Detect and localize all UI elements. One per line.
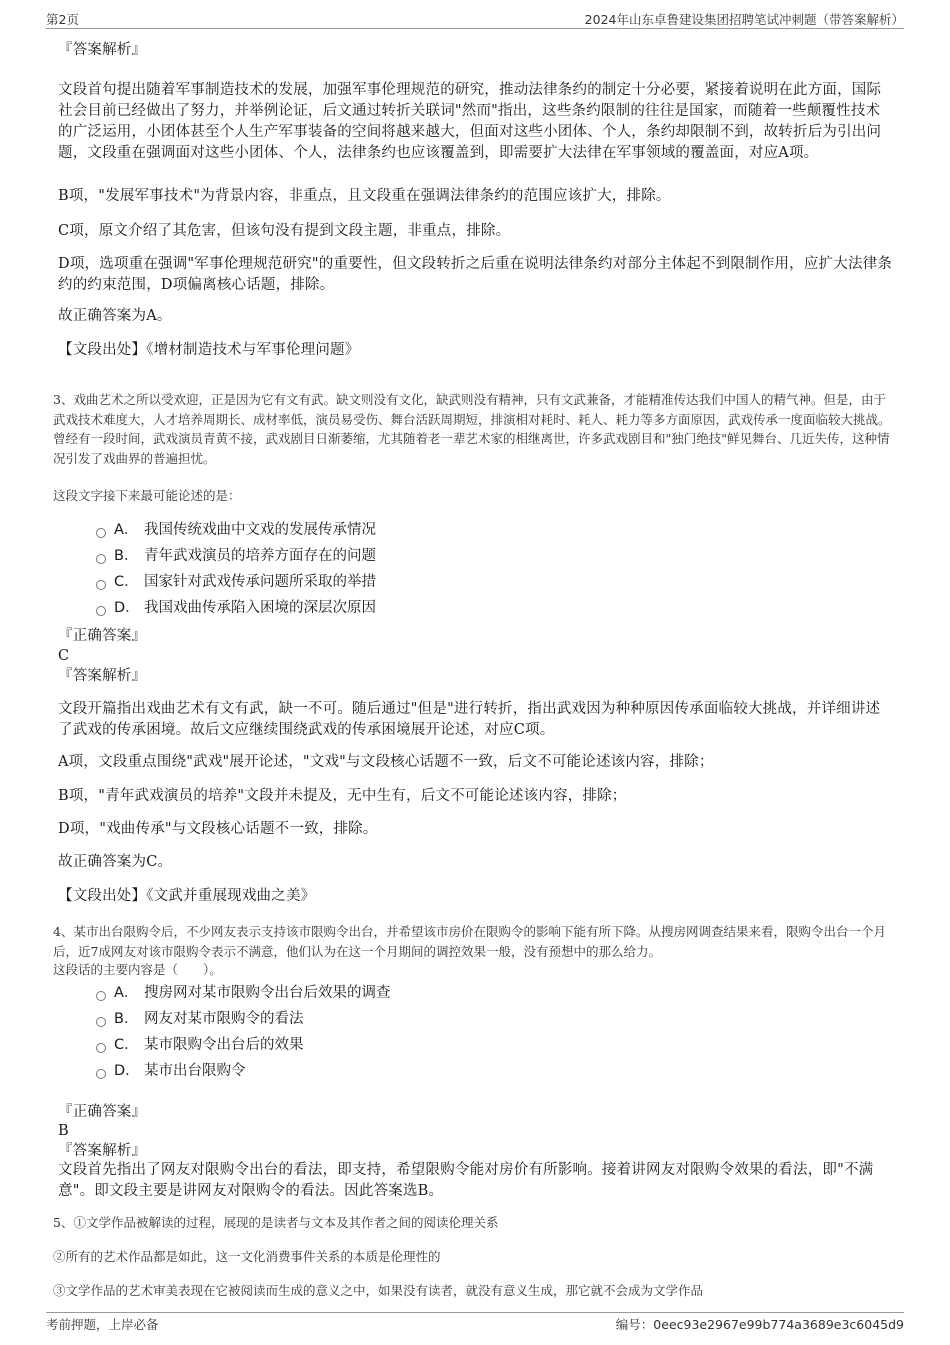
radio-button-icon[interactable] — [96, 580, 106, 590]
radio-button-icon[interactable] — [96, 1017, 106, 1027]
footer-slogan: 考前押题，上岸必备 — [46, 1317, 159, 1332]
q4-analysis-label: 『答案解析』 — [58, 1143, 147, 1159]
q3-stem: 3、戏曲艺术之所以受欢迎，正是因为它有文有武。缺文则没有文化，缺武则没有精神，只有文武兼备，才能精准传达我们中国人的精气神。但是，由于武戏技术难度大，人才培养周期长、成材率低，演员易受伤、舞台活跃周期短，排演相对耗时、耗人、耗力等多方面原因，武戏传承一度面临较大挑战。曾经有一段时间，武戏演员青黄不接，武戏剧目日渐萎缩，尤其随着老一辈艺术家的相继离世，许多武戏剧目和"独门绝技"鲜见舞台、几近失传，这种情况引发了戏曲界的普遍担忧。 — [53, 392, 891, 466]
q2-analysis-label: 『答案解析』 — [58, 42, 147, 58]
q2-analysis-text: 文段首句提出随着军事制造技术的发展，加强军事伦理规范的研究，推动法律条约的制定十分必要，紧接着说明在此方面，国际社会目前已经做出了努力，并举例论证，后文通过转折关联词"然而"指出，这些条约限制的往往是国家，而随着一些颠覆性技术的广泛运用，小团体甚至个人生产军事装备的空间将越来越大，但面对这些小团体、个人，条约却限制不到，故转折后为引出问题，文段重在强调面对这些小团体、个人，法律条约也应该覆盖到，即需要扩大法律在军事领域的覆盖面，对应A项。 — [58, 82, 882, 161]
q3-prompt: 这段文字接下来最可能论述的是： — [53, 488, 241, 503]
q4-analysis-text: 文段首先指出了网友对限购令出台的看法，即支持，希望限购令能对房价有所影响。接着讲网友对限购令效果的看法，即"不满意"。即文段主要是讲网友对限购令的看法。因此答案选B。 — [58, 1162, 874, 1199]
q4-stem: 4、某市出台限购令后，不少网友表示支持该市限购令出台，并希望该市房价在限购令的影响下能有所下降。从搜房网调查结果来看，限购令出台一个月后，近7成网友对该市限购令表示不满意，他们认为在这一个月期间的调控效果一般，没有预想中的那么给力。 — [53, 924, 886, 959]
q4-correct-answer: B — [58, 1123, 69, 1139]
q4-option-d[interactable]: D． 某市出台限购令 — [96, 1061, 246, 1081]
q3-option-a-analysis: A项，文段重点围绕"武戏"展开论述，"文戏"与文段核心话题不一致，后文不可能论述该内容，排除； — [58, 754, 714, 770]
q3-source: 【文段出处】《文武并重展现戏曲之美》 — [58, 888, 316, 904]
radio-button-icon[interactable] — [96, 991, 106, 1001]
q2-option-c-analysis: C项，原文介绍了其危害，但该句没有提到文段主题，非重点，排除。 — [58, 223, 511, 239]
q4-correct-label: 『正确答案』 — [58, 1104, 147, 1120]
q3-option-a[interactable]: A． 我国传统戏曲中文戏的发展传承情况 — [96, 520, 376, 540]
page-number: 第2页 — [46, 12, 79, 27]
q3-option-d[interactable]: D． 我国戏曲传承陷入困境的深层次原因 — [96, 598, 376, 618]
page-footer — [46, 1312, 904, 1331]
q3-option-c[interactable]: C． 国家针对武戏传承问题所采取的举措 — [96, 572, 376, 592]
q4-option-a[interactable]: A． 搜房网对某市限购令出台后效果的调查 — [96, 983, 391, 1003]
radio-button-icon[interactable] — [96, 1043, 106, 1053]
radio-button-icon[interactable] — [96, 554, 106, 564]
q2-option-d-analysis: D项，选项重在强调"军事伦理规范研究"的重要性，但文段转折之后重在说明法律条约对部分主体起不到限制作用，应扩大法律条约的约束范围，D项偏离核心话题，排除。 — [58, 256, 893, 293]
q3-correct-answer: C — [58, 648, 70, 664]
q4-option-b[interactable]: B． 网友对某市限购令的看法 — [96, 1009, 304, 1029]
q4-prompt: 这段话的主要内容是（ ）。 — [53, 962, 222, 977]
q3-correct-label: 『正确答案』 — [58, 628, 147, 644]
q5-statement-3: ③文学作品的艺术审美表现在它被阅读而生成的意义之中，如果没有读者，就没有意义生成，那它就不会成为文学作品 — [53, 1283, 704, 1298]
q5-statement-1: 5、①文学作品被解读的过程，展现的是读者与文本及其作者之间的阅读伦理关系 — [53, 1215, 499, 1230]
page-header — [46, 6, 904, 29]
q3-analysis-label: 『答案解析』 — [58, 668, 147, 684]
radio-button-icon[interactable] — [96, 528, 106, 538]
q3-option-b[interactable]: B． 青年武戏演员的培养方面存在的问题 — [96, 546, 376, 566]
q5-statement-2: ②所有的艺术作品都是如此，这一文化消费事件关系的本质是伦理性的 — [53, 1249, 441, 1264]
q3-analysis-text: 文段开篇指出戏曲艺术有文有武，缺一不可。随后通过"但是"进行转折，指出武戏因为种种原因传承面临较大挑战，并详细讲述了武戏的传承困境。故后文应继续围绕武戏的传承困境展开论述，对应C项。 — [58, 701, 881, 738]
q3-option-b-analysis: B项，"青年武戏演员的培养"文段并未提及，无中生有，后文不可能论述该内容，排除； — [58, 788, 627, 804]
radio-button-icon[interactable] — [96, 606, 106, 616]
q2-option-b-analysis: B项，"发展军事技术"为背景内容，非重点，且文段重在强调法律条约的范围应该扩大，排除。 — [58, 188, 671, 204]
q2-conclusion: 故正确答案为A。 — [58, 308, 172, 324]
document-id: 编号：0eec93e2967e99b774a3689e3c6045d9 — [615, 1317, 904, 1332]
q3-conclusion: 故正确答案为C。 — [58, 854, 173, 870]
radio-button-icon[interactable] — [96, 1069, 106, 1079]
document-title: 2024年山东卓鲁建设集团招聘笔试冲刺题（带答案解析） — [584, 12, 904, 27]
q2-source: 【文段出处】《增材制造技术与军事伦理问题》 — [58, 342, 360, 358]
q4-option-c[interactable]: C． 某市限购令出台后的效果 — [96, 1035, 304, 1055]
q3-option-d-analysis: D项，"戏曲传承"与文段核心话题不一致，排除。 — [58, 821, 378, 837]
